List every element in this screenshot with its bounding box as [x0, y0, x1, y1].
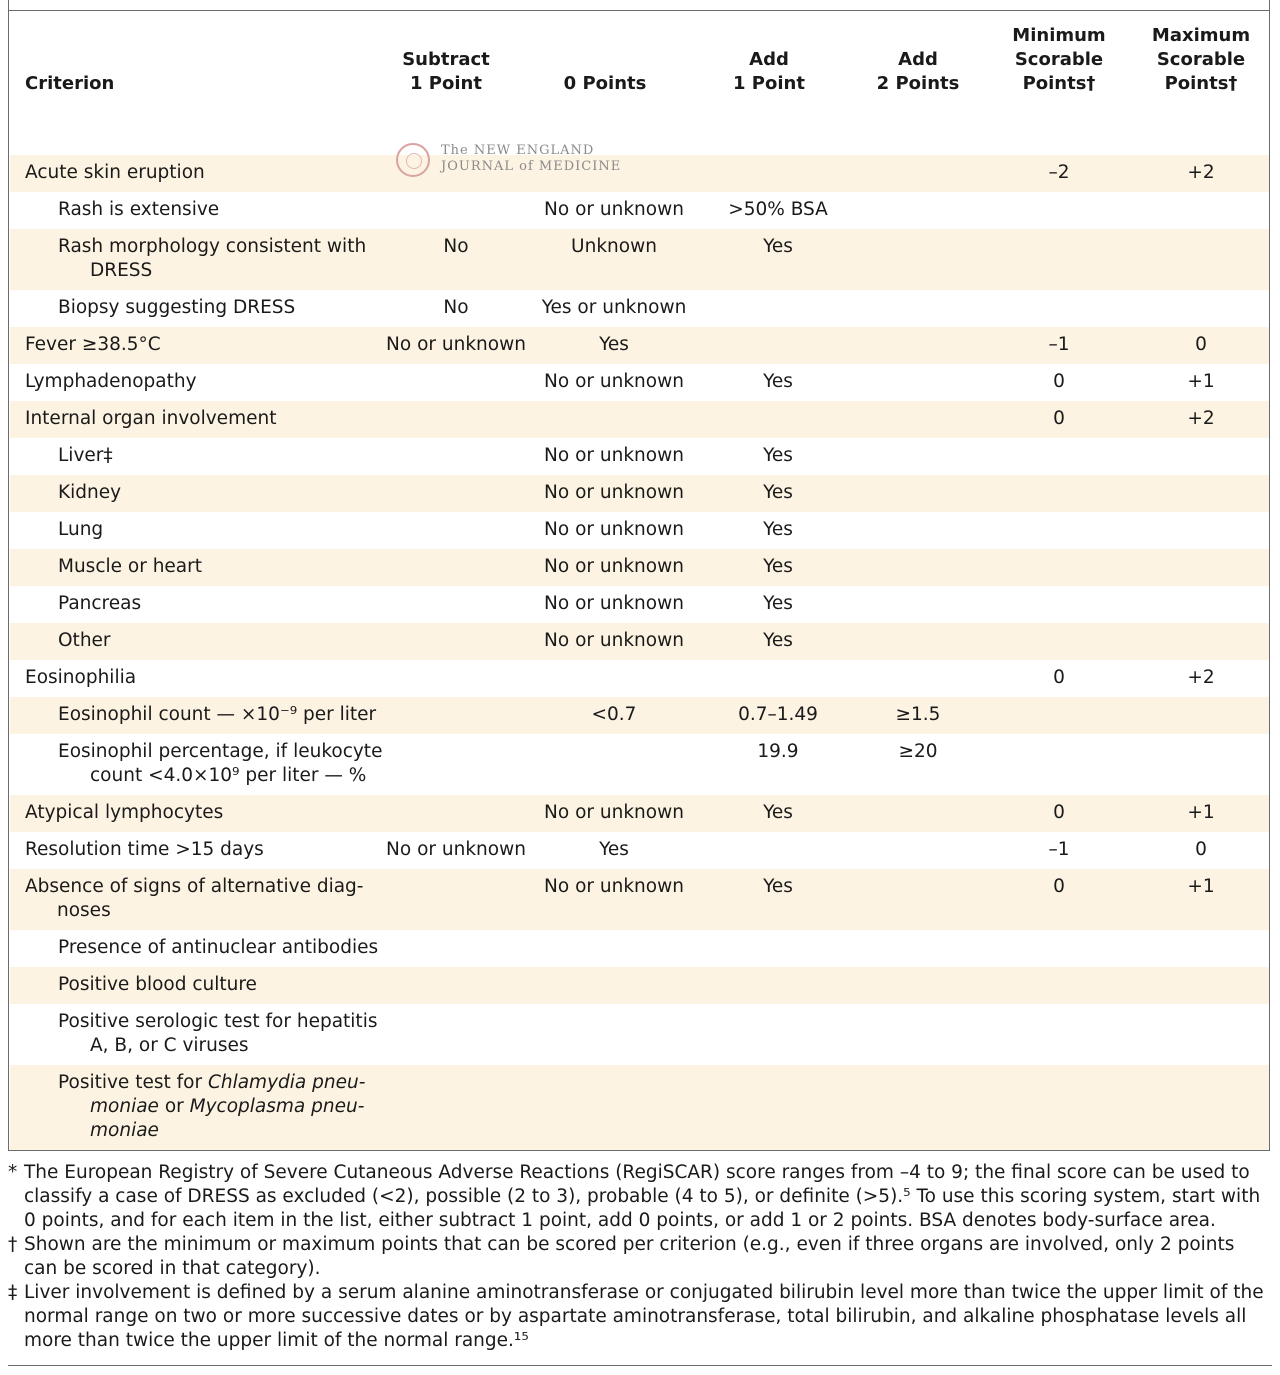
criterion-cell: Absence of signs of alternative diag- noses: [25, 876, 364, 921]
add1-cell: Yes: [763, 876, 793, 897]
table-row: [10, 290, 1269, 327]
table-row: [10, 967, 1269, 1004]
max-cell: +2: [1187, 162, 1215, 183]
max-cell: +1: [1187, 802, 1215, 823]
criterion-cell: Lymphadenopathy: [25, 371, 197, 392]
max-cell: +2: [1187, 667, 1215, 688]
criterion-cell: Liver‡: [58, 445, 113, 466]
add1-cell: Yes: [763, 519, 793, 540]
table-row: [10, 512, 1269, 549]
table-row: [10, 660, 1269, 697]
zero-cell: No or unknown: [544, 630, 684, 651]
add1-cell: >50% BSA: [728, 199, 828, 220]
zero-cell: No or unknown: [544, 802, 684, 823]
criterion-cell: Internal organ involvement: [25, 408, 277, 429]
zero-cell: No or unknown: [544, 199, 684, 220]
criterion-cell: Positive serologic test for hepatitis A, B, or C viruses: [58, 1011, 378, 1056]
logo-line-2: JOURNAL of MEDICINE: [441, 159, 622, 174]
min-cell: 0: [1053, 667, 1065, 688]
table-row: [10, 869, 1269, 930]
table-row: [10, 586, 1269, 623]
add2-cell: ≥1.5: [895, 704, 941, 725]
table-row: [10, 623, 1269, 660]
max-cell: 0: [1195, 334, 1207, 355]
criterion-cell: Other: [58, 630, 111, 651]
footnote-mark: ‡: [8, 1282, 18, 1303]
add1-cell: Yes: [763, 630, 793, 651]
sub1-cell: No or unknown: [386, 839, 526, 860]
add1-cell: 0.7–1.49: [738, 704, 818, 725]
table-row: [10, 795, 1269, 832]
zero-cell: Yes or unknown: [541, 297, 687, 318]
table-body: [10, 155, 1269, 1150]
zero-cell: No or unknown: [544, 556, 684, 577]
footnote-text: Liver involvement is defined by a serum alanine aminotransferase or conjugated bilirubin level more than twice the upper limit of the normal range on two or more successive dates or by aspartate aminotransferase, total bilirubin, and alkaline phosphatase levels all more than twice the upper limit of the normal range.¹⁵: [24, 1282, 1264, 1351]
add1-cell: Yes: [763, 371, 793, 392]
header-add-2: Add 2 Points: [876, 49, 960, 94]
table-row: [10, 1065, 1269, 1150]
footnote: [8, 1161, 1272, 1233]
criterion-cell: Muscle or heart: [58, 556, 203, 577]
max-cell: +1: [1187, 371, 1215, 392]
criterion-cell: Positive blood culture: [58, 974, 257, 995]
min-cell: –1: [1048, 334, 1070, 355]
criterion-cell: Presence of antinuclear antibodies: [58, 937, 379, 958]
criterion-cell: Rash is extensive: [58, 199, 220, 220]
sub1-cell: No: [443, 236, 469, 257]
add1-cell: Yes: [763, 556, 793, 577]
min-cell: 0: [1053, 876, 1065, 897]
table-row: [10, 438, 1269, 475]
add1-cell: Yes: [763, 482, 793, 503]
zero-cell: Yes: [599, 839, 629, 860]
criterion-cell: Positive test for Chlamydia pneu- moniae or Mycoplasma pneu- moniae: [58, 1072, 366, 1141]
footnote-mark: †: [8, 1234, 18, 1255]
sub1-cell: No: [443, 297, 469, 318]
table-row: [10, 475, 1269, 512]
min-cell: –1: [1048, 839, 1070, 860]
add1-cell: Yes: [763, 802, 793, 823]
add1-cell: Yes: [763, 445, 793, 466]
footnotes: [8, 1161, 1272, 1353]
table-row: [10, 229, 1269, 290]
criterion-cell: Eosinophilia: [25, 667, 137, 688]
criterion-cell: Pancreas: [58, 593, 142, 614]
add2-cell: ≥20: [898, 741, 938, 762]
criterion-cell: Biopsy suggesting DRESS: [58, 297, 296, 318]
criterion-cell: Eosinophil count — ×10⁻⁹ per liter: [58, 704, 377, 725]
table-row: [10, 1004, 1269, 1065]
header-minimum: Minimum Scorable Points†: [1012, 25, 1106, 94]
table-row: [10, 549, 1269, 586]
max-cell: +2: [1187, 408, 1215, 429]
min-cell: 0: [1053, 408, 1065, 429]
zero-cell: No or unknown: [544, 445, 684, 466]
criterion-cell: Kidney: [58, 482, 122, 503]
footnote: [8, 1233, 1272, 1281]
nejm-seal-icon: [396, 143, 430, 177]
zero-cell: No or unknown: [544, 593, 684, 614]
header-0-points: 0 Points: [563, 73, 647, 94]
zero-cell: No or unknown: [544, 371, 684, 392]
logo-line-1: The NEW ENGLAND: [441, 143, 595, 158]
max-cell: 0: [1195, 839, 1207, 860]
add1-cell: Yes: [763, 593, 793, 614]
criterion-cell: Atypical lymphocytes: [25, 802, 224, 823]
min-cell: –2: [1048, 162, 1070, 183]
table-row: [10, 364, 1269, 401]
add1-cell: 19.9: [757, 741, 799, 762]
table-row: [10, 734, 1269, 795]
table-row: [10, 155, 1269, 192]
sub1-cell: No or unknown: [386, 334, 526, 355]
criterion-cell: Eosinophil percentage, if leukocyte count <4.0×10⁹ per liter — %: [58, 741, 383, 786]
footnote-text: The European Registry of Severe Cutaneous Adverse Reactions (RegiSCAR) score ranges from –4 to 9; the final score can be used to classify a case of DRESS as excluded (<2), possible (2 to 3), probable (4 to 5), or definite (>5).⁵ To use this scoring system, start with 0 points, and for each item in the list, either subtract 1 point, add 0 points, or add 1 or 2 points. BSA denotes body-surface area.: [24, 1162, 1261, 1231]
table-row: [10, 930, 1269, 967]
criterion-cell: Lung: [58, 519, 104, 540]
max-cell: +1: [1187, 876, 1215, 897]
zero-cell: No or unknown: [544, 519, 684, 540]
header-criterion: Criterion: [25, 73, 115, 94]
header-add-1: Add 1 Point: [733, 49, 805, 94]
bottom-rule: [8, 1365, 1272, 1366]
min-cell: 0: [1053, 371, 1065, 392]
table-row: [10, 192, 1269, 229]
criterion-cell: Acute skin eruption: [25, 162, 205, 183]
zero-cell: Yes: [599, 334, 629, 355]
footnote: [8, 1281, 1272, 1353]
table-row: [10, 832, 1269, 869]
header-maximum: Maximum Scorable Points†: [1151, 25, 1251, 94]
table-row: [10, 327, 1269, 364]
zero-cell: <0.7: [591, 704, 637, 725]
criterion-cell: Resolution time >15 days: [25, 839, 264, 860]
zero-cell: No or unknown: [544, 876, 684, 897]
criterion-cell: Rash morphology consistent with DRESS: [58, 236, 367, 281]
header-subtract-1: Subtract 1 Point: [402, 49, 490, 94]
table-row: [10, 697, 1269, 734]
footnote-mark: *: [8, 1162, 18, 1183]
criterion-cell: Fever ≥38.5°C: [25, 334, 161, 355]
zero-cell: No or unknown: [544, 482, 684, 503]
nejm-logo: [396, 143, 626, 181]
table-row: [10, 401, 1269, 438]
footnote-text: Shown are the minimum or maximum points that can be scored per criterion (e.g., even if three organs are involved, only 2 points can be scored in that category).: [24, 1234, 1235, 1279]
add1-cell: Yes: [763, 236, 793, 257]
zero-cell: Unknown: [571, 236, 657, 257]
min-cell: 0: [1053, 802, 1065, 823]
